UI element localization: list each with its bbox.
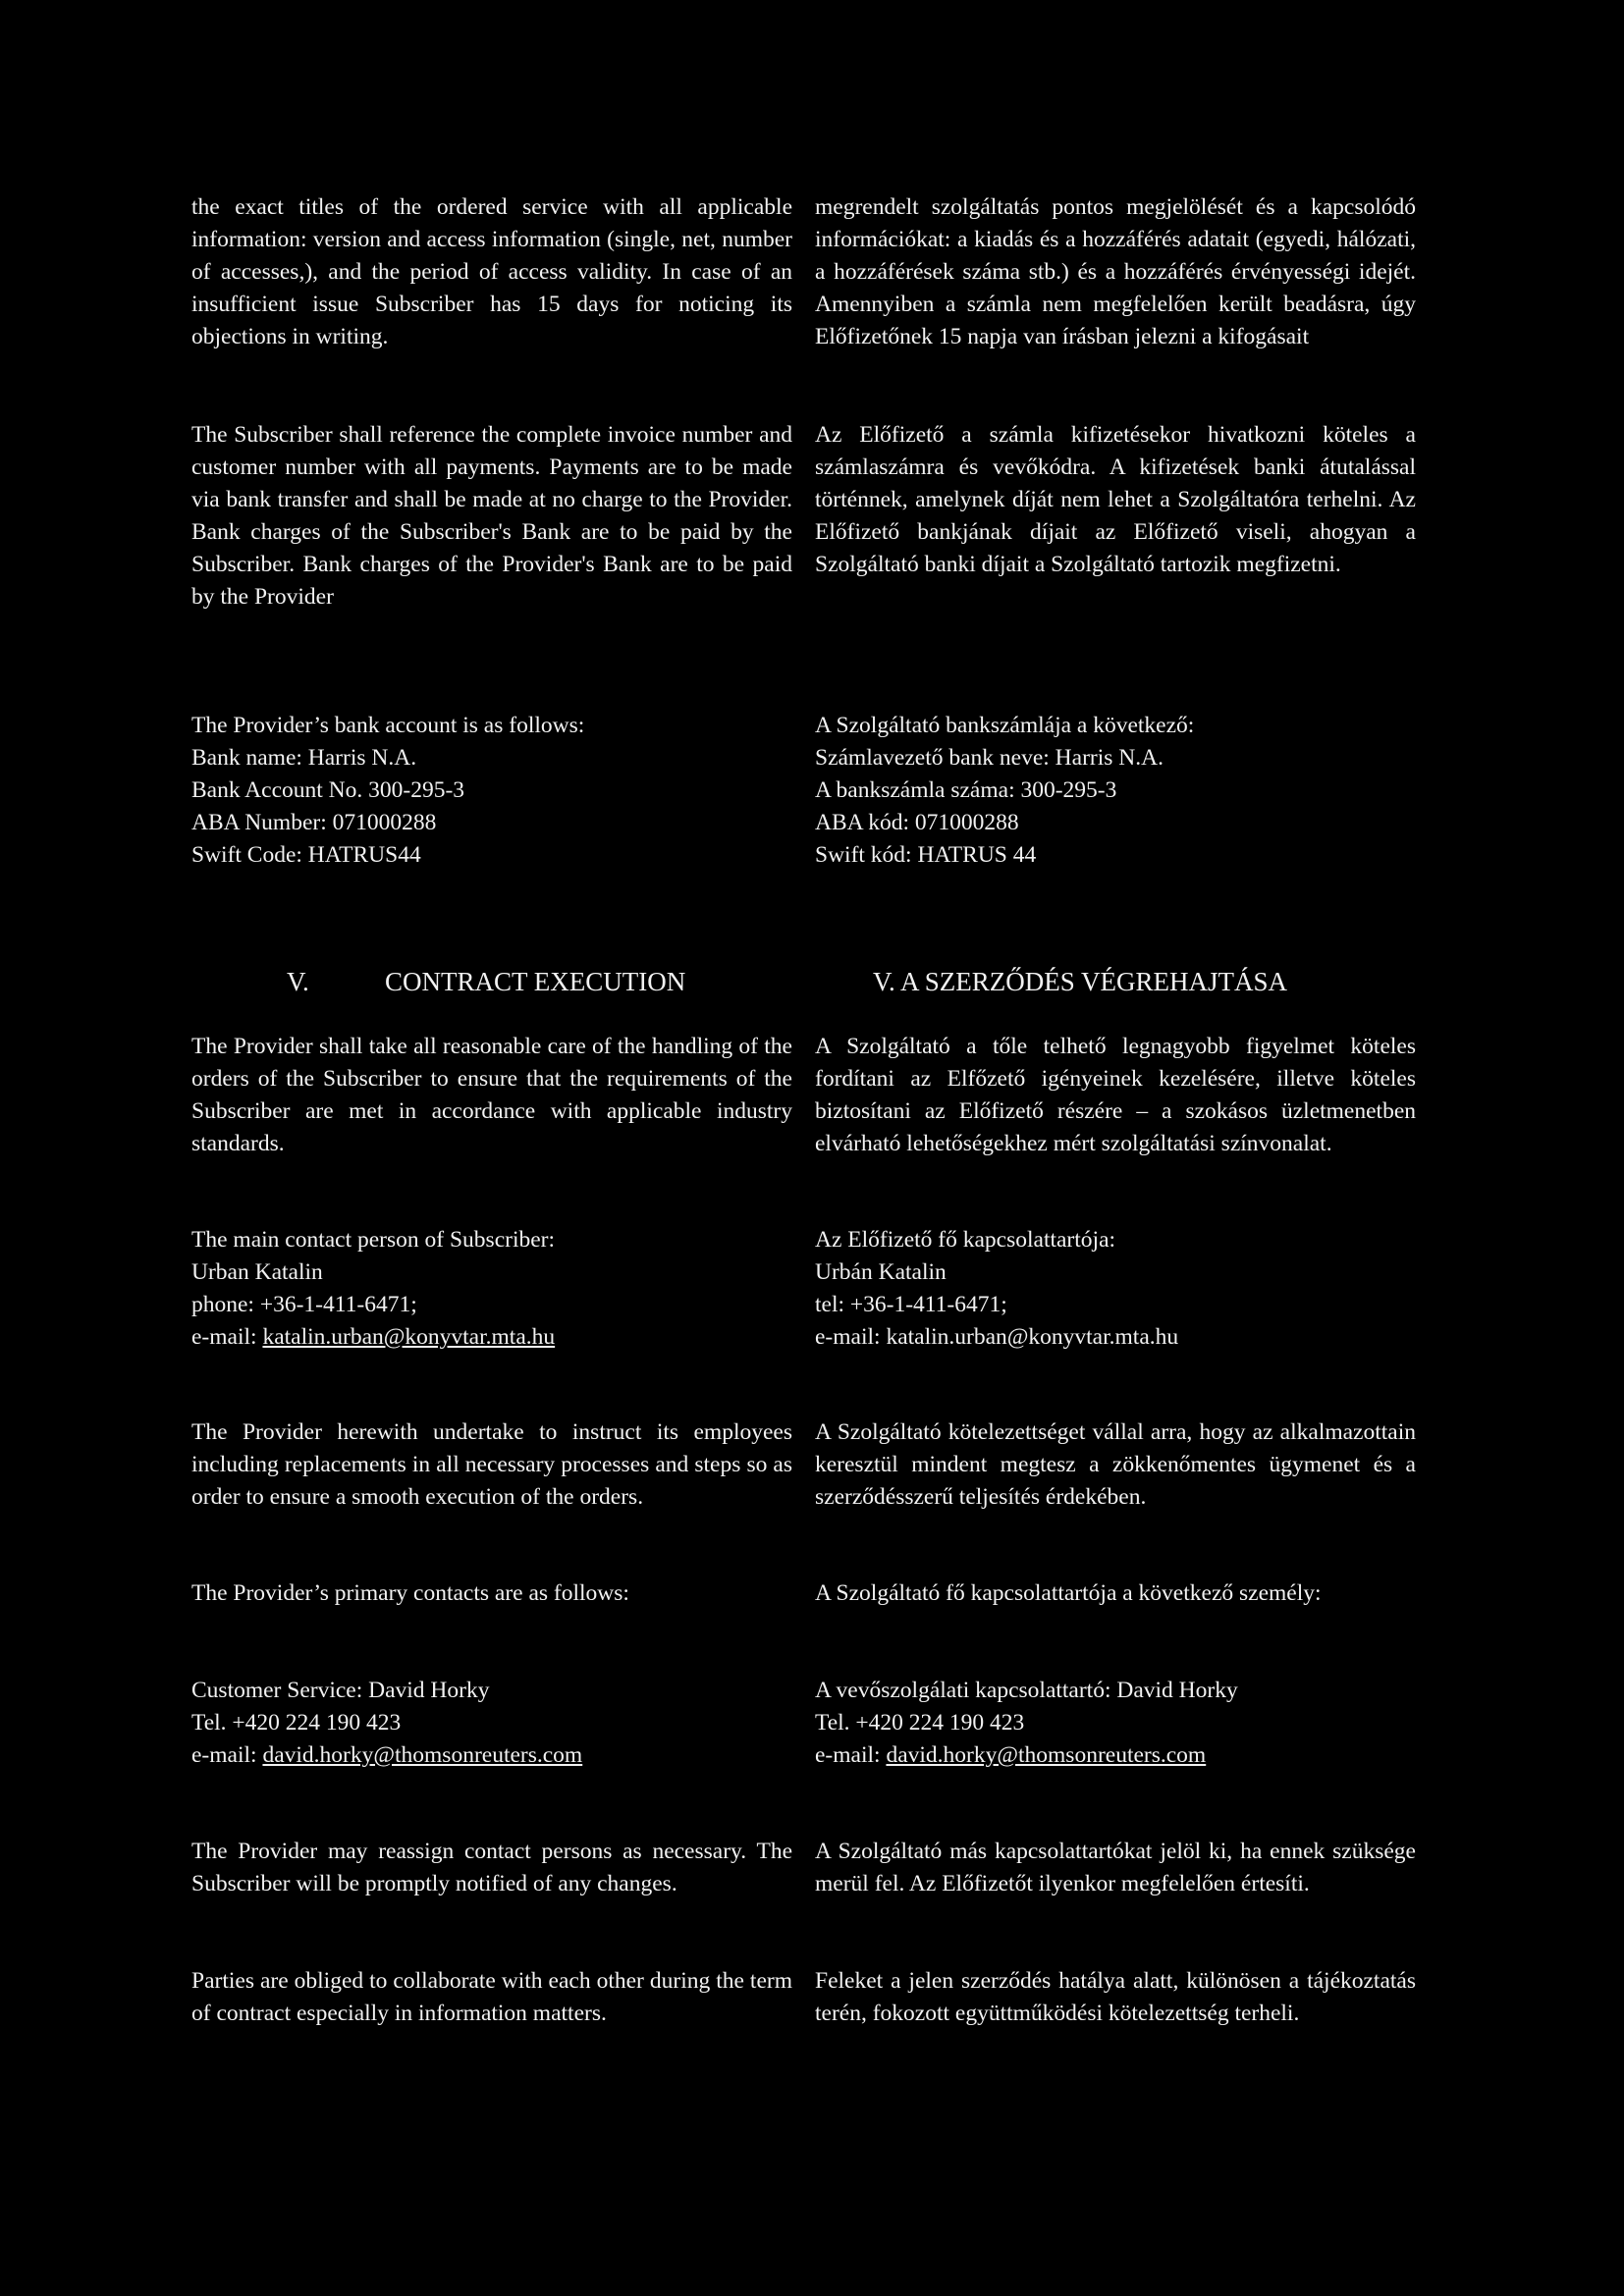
contact-phone: phone: +36-1-411-6471; — [191, 1292, 417, 1317]
email-link[interactable]: katalin.urban@konyvtar.mta.hu — [262, 1324, 556, 1350]
contact-intro: Az Előfizető fő kapcsolattartója: — [815, 1227, 1116, 1253]
collaboration-en: Parties are obliged to collaborate with each other during the term of contract especially in information matters. — [191, 1968, 792, 2026]
reasonable-care-hu: A Szolgáltató a tőle telhető legnagyobb figyelmet köteles fordítani az Elfőzető igényeinek kezelésére, illetve köteles biztosítani az Előfizető részére – a szokásos üzletmenetben elvárható lehetőségekhez mért szolgáltatási színvonalat. — [815, 1034, 1416, 1156]
invoice-details-hu: megrendelt szolgáltatás pontos megjelölését és a kapcsolódó információkat: a kiadás és a hozzáférés adatait (egyedi, hálózati, a hozzáférések száma stb.) és a hozzáférés érvényességi idejét. Amennyiben a számla nem megfelelően került beadásra, úgy Előfizetőnek 15 napja van írásban jelezni a kifogásait — [815, 194, 1416, 349]
bank-account-hu — [815, 710, 1416, 872]
contact-email-line — [815, 1321, 1416, 1354]
email-text: katalin.urban@konyvtar.mta.hu — [886, 1324, 1179, 1350]
payment-terms-hu: Az Előfizető a számla kifizetésekor hivatkozni köteles a számlaszámra és vevőkódra. A kifizetések banki átutalással történnek, amelynek díját nem lehet a Szolgáltatóra terhelni. Az Előfizető bankjának díjait az Előfizető viseli, ahogyan a Szolgáltató banki díjait a Szolgáltató tartozik megfizetni. — [815, 422, 1416, 577]
contact-email-line — [191, 1739, 792, 1772]
bank-name: Bank name: Harris N.A. — [191, 745, 417, 771]
section-number-en: V. — [287, 967, 309, 996]
contact-name: A vevőszolgálati kapcsolattartó: David Horky — [815, 1678, 1238, 1703]
service-contact-hu — [815, 1675, 1416, 1772]
email-link[interactable]: david.horky@thomsonreuters.com — [262, 1742, 583, 1768]
bank-account-en — [191, 710, 792, 872]
contact-email-line — [191, 1321, 792, 1354]
primary-contacts-en: The Provider’s primary contacts are as follows: — [191, 1580, 629, 1606]
contact-name: Urbán Katalin — [815, 1259, 947, 1285]
collaboration-hu: Feleket a jelen szerződés hatálya alatt, különösen a tájékoztatás terén, fokozott együttműködési kötelezettség terheli. — [815, 1968, 1416, 2026]
section-title-en: CONTRACT EXECUTION — [385, 967, 686, 996]
primary-contacts-hu: A Szolgáltató fő kapcsolattartója a következő személy: — [815, 1580, 1322, 1606]
email-label: e-mail: — [191, 1324, 263, 1350]
contact-phone: Tel. +420 224 190 423 — [191, 1710, 402, 1735]
email-label: e-mail: — [191, 1742, 263, 1768]
bank-account-heading: The Provider’s bank account is as follows: — [191, 713, 585, 738]
invoice-details-en: the exact titles of the ordered service with all applicable information: version and access information (single, net, number of accesses,), and the period of access validity. In case of an insufficient issue Subscriber has 15 days for noticing its objections in writing. — [191, 194, 792, 349]
service-contact-en — [191, 1675, 792, 1772]
contact-intro: The main contact person of Subscriber: — [191, 1227, 556, 1253]
instruct-employees-en: The Provider herewith undertake to instruct its employees including replacements in all necessary processes and steps so as order to ensure a smooth execution of the orders. — [191, 1419, 792, 1510]
bank-account-number: Bank Account No. 300-295-3 — [191, 777, 465, 803]
payment-terms-en: The Subscriber shall reference the complete invoice number and customer number with all payments. Payments are to be made via bank transfer and shall be made at no charge to the Provider. Bank charges of the Subscriber's Bank are to be paid by the Subscriber. Bank charges of the Provider's Bank are to be paid by the Provider — [191, 422, 792, 610]
bank-account-heading: A Szolgáltató bankszámlája a következő: — [815, 713, 1195, 738]
aba-number: ABA Number: 071000288 — [191, 810, 437, 835]
swift-code: Swift kód: HATRUS 44 — [815, 842, 1037, 868]
email-label: e-mail: — [815, 1742, 887, 1768]
contact-name: Customer Service: David Horky — [191, 1678, 490, 1703]
reassign-contacts-en: The Provider may reassign contact persons as necessary. The Subscriber will be promptly notified of any changes. — [191, 1839, 792, 1896]
section-title-hu: V. A SZERZŐDÉS VÉGREHAJTÁSA — [873, 967, 1288, 996]
contact-phone: tel: +36-1-411-6471; — [815, 1292, 1007, 1317]
bank-account-number: A bankszámla száma: 300-295-3 — [815, 777, 1117, 803]
subscriber-contact-en — [191, 1224, 792, 1354]
swift-code: Swift Code: HATRUS44 — [191, 842, 421, 868]
aba-number: ABA kód: 071000288 — [815, 810, 1019, 835]
bank-name: Számlavezető bank neve: Harris N.A. — [815, 745, 1164, 771]
subscriber-contact-hu — [815, 1224, 1416, 1354]
reasonable-care-en: The Provider shall take all reasonable care of the handling of the orders of the Subscriber to ensure that the requirements of the Subscriber are met in accordance with applicable industry standards. — [191, 1034, 792, 1156]
contact-email-line — [815, 1739, 1416, 1772]
email-label: e-mail: — [815, 1324, 887, 1350]
contact-phone: Tel. +420 224 190 423 — [815, 1710, 1025, 1735]
contact-name: Urban Katalin — [191, 1259, 323, 1285]
instruct-employees-hu: A Szolgáltató kötelezettséget vállal arra, hogy az alkalmazottain keresztül mindent megtesz a zökkenőmentes ügymenet és a szerződésszerű teljesítés érdekében. — [815, 1419, 1416, 1510]
reassign-contacts-hu: A Szolgáltató más kapcsolattartókat jelöl ki, ha ennek szüksége merül fel. Az Előfizetőt ilyenkor megfelelően értesíti. — [815, 1839, 1416, 1896]
email-link[interactable]: david.horky@thomsonreuters.com — [886, 1742, 1207, 1768]
